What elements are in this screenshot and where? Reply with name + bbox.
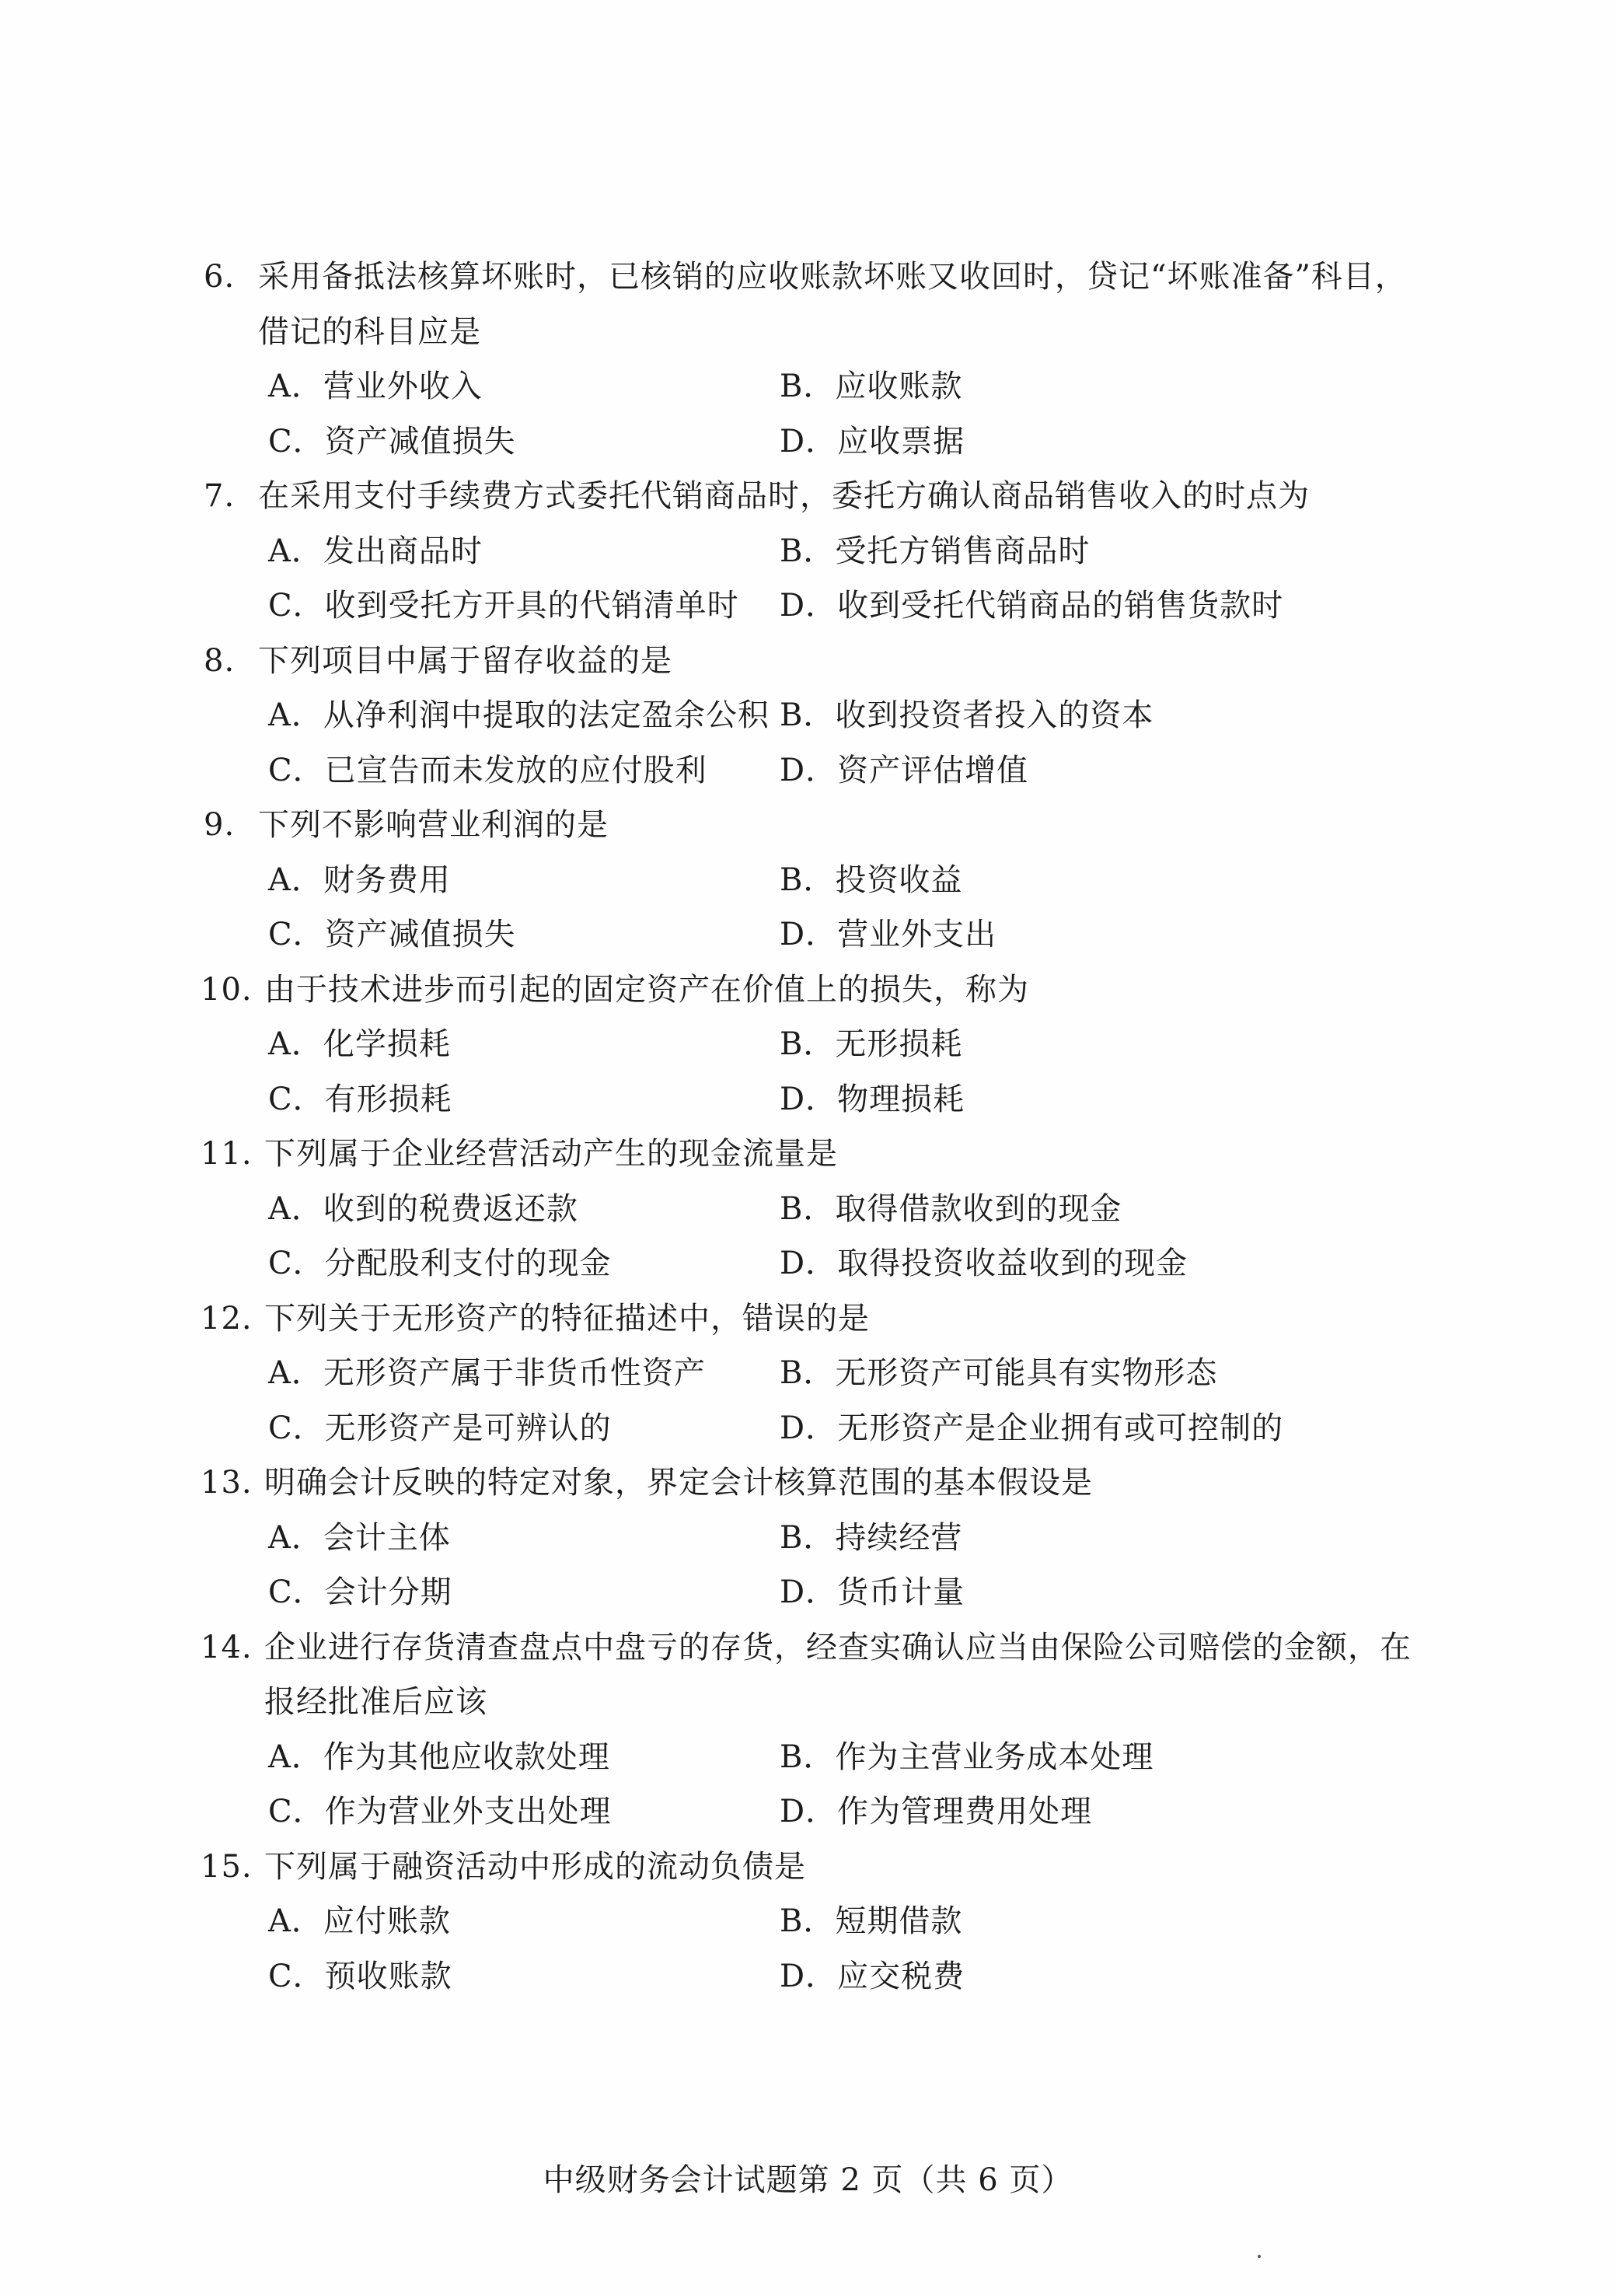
- option-d: D．应交税费: [780, 1958, 965, 1994]
- option-c: C．收到受托方开具的代销清单时: [268, 588, 739, 624]
- option-d: D．收到受托代销商品的销售货款时: [780, 588, 1284, 624]
- option-d: D．货币计量: [780, 1574, 965, 1610]
- question-stem: 下列属于融资活动中形成的流动负债是: [264, 1848, 806, 1885]
- option-d: D．无形资产是企业拥有或可控制的: [780, 1410, 1284, 1446]
- question-stem: 在采用支付手续费方式委托代销商品时，委托方确认商品销售收入的时点为: [258, 478, 1310, 514]
- option-b: B．短期借款: [780, 1903, 963, 1939]
- option-c: C．预收账款: [268, 1958, 452, 1994]
- option-c: C．作为营业外支出处理: [268, 1794, 612, 1829]
- question-number: 10.: [201, 971, 253, 1008]
- question-stem: 下列关于无形资产的特征描述中，错误的是: [264, 1300, 870, 1337]
- option-c: C．分配股利支付的现金: [268, 1246, 612, 1281]
- page-footer: 中级财务会计试题第 2 页（共 6 页）: [543, 2162, 1073, 2198]
- option-b: B．收到投资者投入的资本: [780, 697, 1154, 733]
- question-number: 13.: [201, 1465, 253, 1501]
- question-stem: 下列项目中属于留存收益的是: [258, 642, 672, 679]
- option-d: D．取得投资收益收到的现金: [780, 1246, 1188, 1281]
- question-number: 7.: [204, 478, 236, 514]
- option-b: B．持续经营: [780, 1519, 963, 1556]
- option-a: A．无形资产属于非货币性资产: [268, 1355, 706, 1391]
- option-a: A．化学损耗: [268, 1026, 451, 1062]
- option-a: A．会计主体: [268, 1519, 451, 1556]
- question-number: 15.: [201, 1848, 253, 1885]
- option-a: A．应付账款: [268, 1903, 451, 1939]
- option-d: D．资产评估增值: [780, 752, 1029, 788]
- option-c: C．无形资产是可辨认的: [268, 1410, 612, 1446]
- question-stem: 明确会计反映的特定对象，界定会计核算范围的基本假设是: [264, 1465, 1093, 1501]
- option-b: B．应收账款: [780, 369, 963, 404]
- question-number: 11.: [201, 1136, 253, 1172]
- question-number: 8.: [204, 642, 236, 679]
- option-d: D．作为管理费用处理: [780, 1794, 1093, 1829]
- option-d: D．应收票据: [780, 423, 965, 460]
- option-a: A．作为其他应收款处理: [268, 1739, 610, 1775]
- question-stem: 采用备抵法核算坏账时，已核销的应收账款坏账又收回时，贷记“坏账准备”科目，: [258, 259, 1407, 295]
- option-c: C．已宣告而未发放的应付股利: [268, 752, 707, 788]
- option-b: B．取得借款收到的现金: [780, 1190, 1122, 1227]
- option-a: A．财务费用: [268, 861, 451, 898]
- question-stem: 报经批准后应该: [264, 1684, 487, 1720]
- question-number: 14.: [201, 1629, 253, 1665]
- question-stem: 借记的科目应是: [258, 313, 481, 350]
- question-number: 12.: [201, 1300, 253, 1337]
- option-a: A．从净利润中提取的法定盈余公积: [268, 697, 770, 733]
- question-stem: 下列属于企业经营活动产生的现金流量是: [264, 1136, 838, 1172]
- option-d: D．物理损耗: [780, 1081, 965, 1117]
- option-b: B．作为主营业务成本处理: [780, 1739, 1154, 1775]
- option-b: B．受托方销售商品时: [780, 533, 1091, 569]
- option-c: C．会计分期: [268, 1574, 452, 1610]
- option-b: B．无形资产可能具有实物形态: [780, 1355, 1218, 1391]
- scan-speck: [1258, 2255, 1261, 2258]
- question-stem: 企业进行存货清查盘点中盘亏的存货，经查实确认应当由保险公司赔偿的金额，在: [264, 1629, 1412, 1665]
- option-a: A．收到的税费返还款: [268, 1190, 578, 1227]
- question-number: 9.: [204, 807, 236, 843]
- option-c: C．资产减值损失: [268, 917, 516, 952]
- question-number: 6.: [204, 259, 236, 295]
- option-b: B．投资收益: [780, 861, 963, 898]
- question-stem: 下列不影响营业利润的是: [258, 807, 609, 843]
- option-c: C．资产减值损失: [268, 423, 516, 460]
- option-a: A．发出商品时: [268, 533, 483, 569]
- option-b: B．无形损耗: [780, 1026, 963, 1062]
- option-a: A．营业外收入: [268, 369, 483, 404]
- option-c: C．有形损耗: [268, 1081, 452, 1117]
- question-stem: 由于技术进步而引起的固定资产在价值上的损失，称为: [264, 971, 1029, 1008]
- option-d: D．营业外支出: [780, 917, 997, 952]
